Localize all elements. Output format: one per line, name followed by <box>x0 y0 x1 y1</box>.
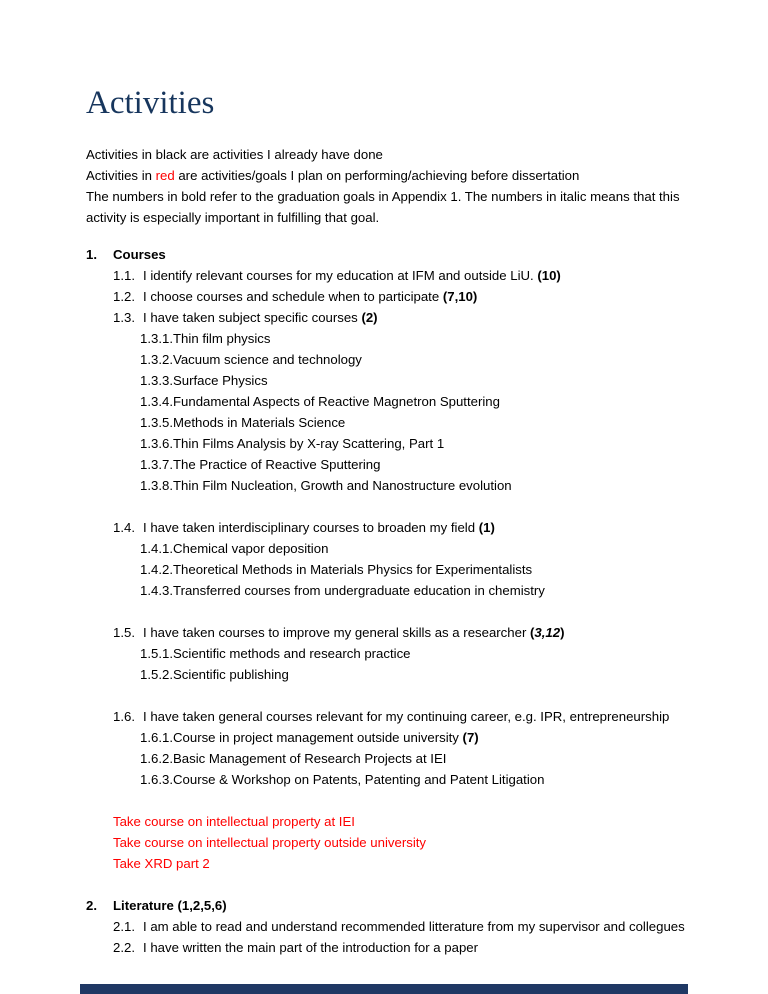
text-run: (7,10) <box>442 289 478 304</box>
outline-item <box>113 916 688 937</box>
outline-item <box>140 475 688 496</box>
text-run: ( <box>530 625 535 640</box>
intro-paragraph <box>86 165 688 186</box>
text-run: 3,12 <box>534 625 561 640</box>
list-marker: 1.4.3. <box>140 583 173 598</box>
list-marker: 1.4.1. <box>140 541 173 556</box>
text-run: I have taken subject specific courses <box>143 310 362 325</box>
outline-item <box>113 307 688 328</box>
text-run: Fundamental Aspects of Reactive Magnetron Sputtering <box>173 394 500 409</box>
list-marker: 1. <box>86 247 97 262</box>
outline-item <box>113 853 688 874</box>
list-marker: 1.3.3. <box>140 373 173 388</box>
text-run: I have taken interdisciplinary courses to broaden my field <box>143 520 479 535</box>
intro-paragraph <box>86 144 688 165</box>
outline-item <box>140 433 688 454</box>
list-marker: 2.2. <box>113 940 135 955</box>
next-page-band <box>80 984 688 994</box>
text-run: ) <box>560 625 565 640</box>
outline-item <box>113 811 688 832</box>
intro <box>86 144 688 228</box>
outline-item <box>113 517 688 538</box>
list-marker: 1.3.6. <box>140 436 173 451</box>
outline-item <box>113 832 688 853</box>
outline-item <box>140 643 688 664</box>
list-marker: 1.3.2. <box>140 352 173 367</box>
text-run: I have taken general courses relevant for my continuing career, e.g. IPR, entrepreneurship <box>143 709 670 724</box>
text-run: (2) <box>361 310 378 325</box>
text-run: Thin film physics <box>173 331 271 346</box>
intro-paragraph <box>86 186 688 228</box>
page-title: Activities <box>86 85 215 121</box>
list-marker: 1.4.2. <box>140 562 173 577</box>
list-marker: 1.3. <box>113 310 135 325</box>
text-run: Course in project management outside university <box>173 730 463 745</box>
text-run: Literature (1,2,5,6) <box>113 898 227 913</box>
text-run: (7) <box>462 730 479 745</box>
outline-item <box>113 937 688 958</box>
outline-item <box>140 328 688 349</box>
list-marker: 1.3.1. <box>140 331 173 346</box>
list-marker: 1.6. <box>113 709 135 724</box>
outline-item <box>140 412 688 433</box>
outline-item <box>140 727 688 748</box>
outline-item <box>113 286 688 307</box>
text-run: The numbers in bold refer to the graduation goals in Appendix 1. The numbers in italic means that this activity is especially important in fulfilling that goal. <box>86 189 680 225</box>
list-marker: 1.5.1. <box>140 646 173 661</box>
text-run: (1) <box>478 520 495 535</box>
text-run: Activities in <box>86 168 156 183</box>
list-marker: 1.5. <box>113 625 135 640</box>
list-marker: 1.5.2. <box>140 667 173 682</box>
text-run: Course & Workshop on Patents, Patenting and Patent Litigation <box>173 772 545 787</box>
outline-item <box>140 370 688 391</box>
text-run: Vacuum science and technology <box>173 352 362 367</box>
list-marker: 2. <box>86 898 97 913</box>
outline-item <box>140 580 688 601</box>
text-run: Chemical vapor deposition <box>173 541 329 556</box>
list-marker: 1.6.1. <box>140 730 173 745</box>
outline-item <box>113 265 688 286</box>
text-run: Thin Film Nucleation, Growth and Nanostructure evolution <box>173 478 512 493</box>
text-run: Transferred courses from undergraduate education in chemistry <box>173 583 545 598</box>
text-run: Scientific publishing <box>173 667 289 682</box>
outline-item <box>140 349 688 370</box>
list-marker: 1.6.2. <box>140 751 173 766</box>
outline-item <box>113 706 688 727</box>
text-run: red <box>155 168 175 183</box>
list-marker: 1.3.7. <box>140 457 173 472</box>
list-marker: 1.3.4. <box>140 394 173 409</box>
outline-item <box>140 559 688 580</box>
text-run: Scientific methods and research practice <box>173 646 411 661</box>
outline-item <box>140 748 688 769</box>
outline <box>86 244 688 958</box>
text-run: I choose courses and schedule when to participate <box>143 289 443 304</box>
list-marker: 1.1. <box>113 268 135 283</box>
list-marker: 1.3.5. <box>140 415 173 430</box>
text-run: Methods in Materials Science <box>173 415 346 430</box>
list-marker: 2.1. <box>113 919 135 934</box>
text-run: Activities in black are activities I already have done <box>86 147 383 162</box>
outline-item <box>86 244 688 265</box>
text-run: Courses <box>113 247 166 262</box>
text-run: Take course on intellectual property outside university <box>113 835 427 850</box>
list-marker: 1.3.8. <box>140 478 173 493</box>
list-marker: 1.2. <box>113 289 135 304</box>
outline-item <box>140 769 688 790</box>
outline-item <box>140 664 688 685</box>
text-run: Basic Management of Research Projects at IEI <box>173 751 447 766</box>
text-run: I am able to read and understand recommended litterature from my supervisor and collegues <box>143 919 685 934</box>
text-run: Theoretical Methods in Materials Physics for Experimentalists <box>173 562 533 577</box>
outline-item <box>113 622 688 643</box>
text-run: The Practice of Reactive Sputtering <box>173 457 381 472</box>
outline-item <box>86 895 688 916</box>
outline-item <box>140 538 688 559</box>
text-run: are activities/goals I plan on performing/achieving before dissertation <box>174 168 580 183</box>
text-run: Take course on intellectual property at IEI <box>113 814 355 829</box>
text-run: (10) <box>537 268 561 283</box>
text-run: I have written the main part of the introduction for a paper <box>143 940 479 955</box>
text-run: I identify relevant courses for my education at IFM and outside LiU. <box>143 268 538 283</box>
text-run: Thin Films Analysis by X-ray Scattering, Part 1 <box>173 436 445 451</box>
text-run: I have taken courses to improve my general skills as a researcher <box>143 625 531 640</box>
list-marker: 1.4. <box>113 520 135 535</box>
outline-item <box>140 391 688 412</box>
text-run: Surface Physics <box>173 373 268 388</box>
list-marker: 1.6.3. <box>140 772 173 787</box>
text-run: Take XRD part 2 <box>113 856 210 871</box>
outline-item <box>140 454 688 475</box>
